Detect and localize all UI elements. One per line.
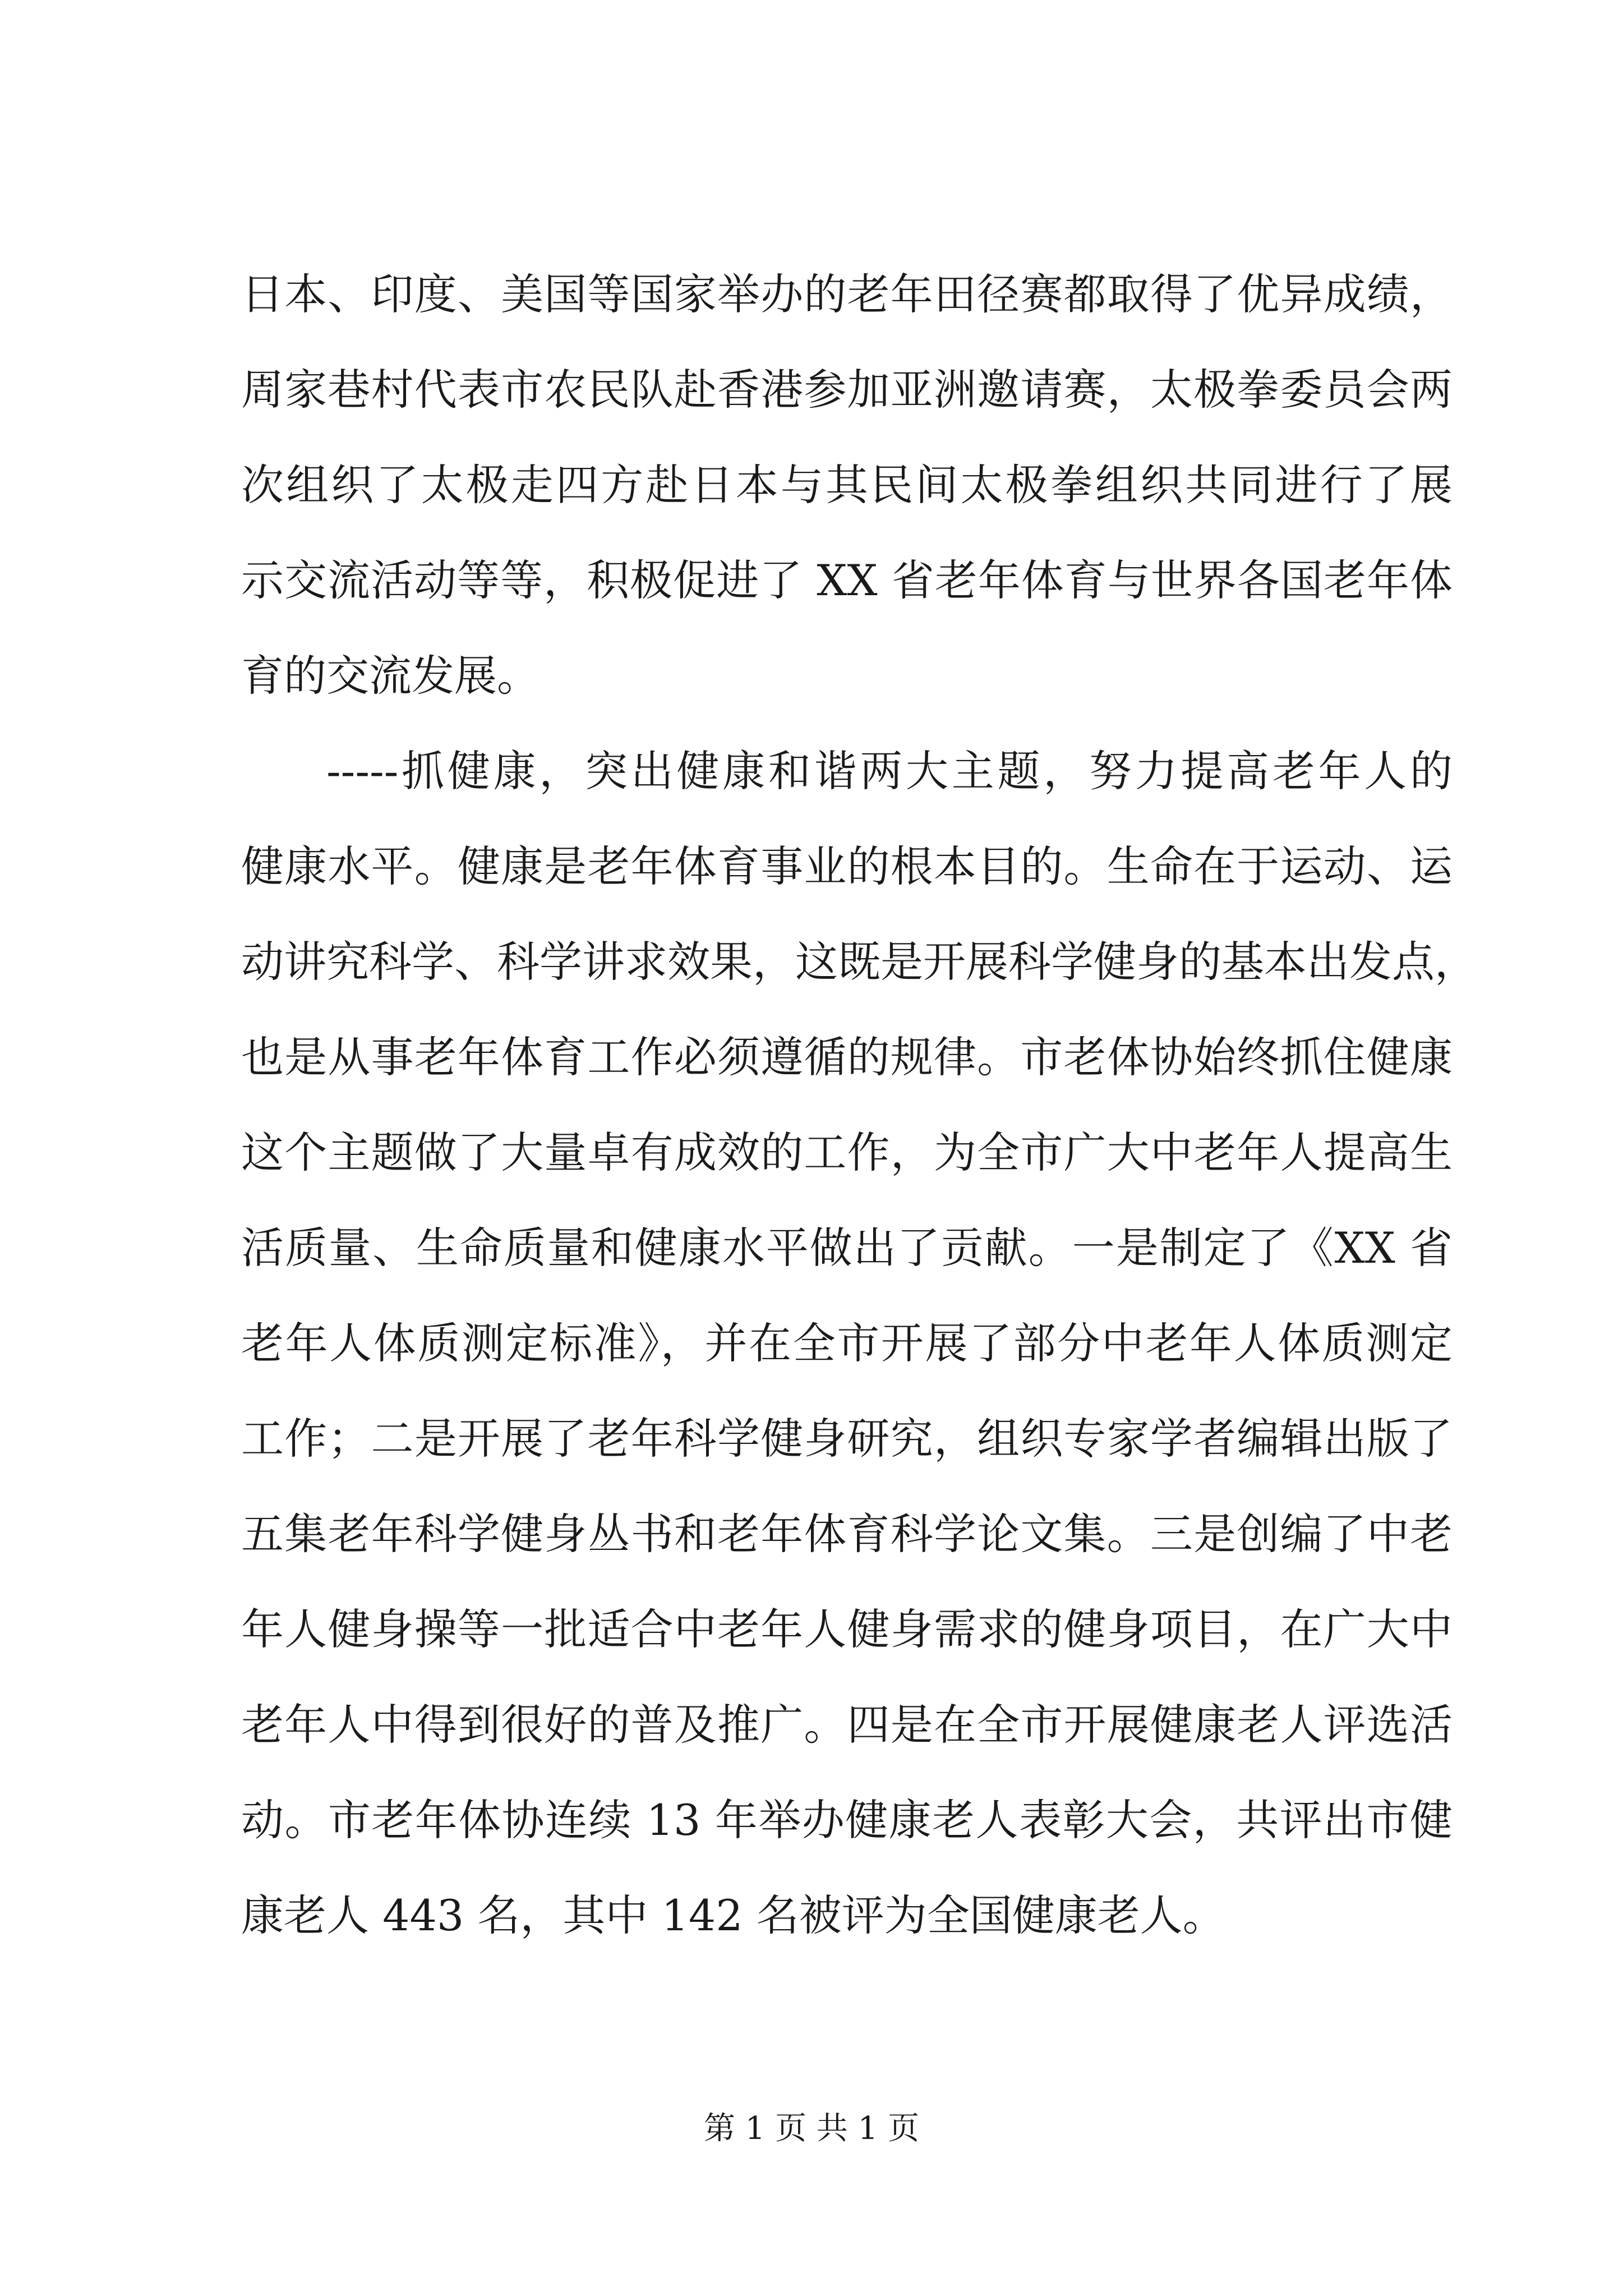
text-line: 康老人 443 名，其中 142 名被评为全国健康老人。 [241, 1890, 1225, 1940]
text-line: 健康水平。健康是老年体育事业的根本目的。生命在于运动、运 [241, 841, 1453, 891]
text-line: 育的交流发展。 [241, 651, 540, 701]
text-line: 动。市老年体协连续 13 年举办健康老人表彰大会，共评出市健 [241, 1795, 1453, 1845]
text-line: 工作；二是开展了老年科学健身研究，组织专家学者编辑出版了 [241, 1414, 1453, 1464]
text-line: 活质量、生命质量和健康水平做出了贡献。一是制定了《XX 省 [241, 1223, 1453, 1273]
text-line: 也是从事老年体育工作必须遵循的规律。市老体协始终抓住健康 [241, 1032, 1453, 1082]
text-line: 周家巷村代表市农民队赴香港参加亚洲邀请赛，太极拳委员会两 [241, 365, 1453, 415]
text-line: 次组织了太极走四方赴日本与其民间太极拳组织共同进行了展 [241, 460, 1453, 510]
paragraph-1 [241, 247, 1453, 724]
page-footer: 第 1 页 共 1 页 [703, 2110, 920, 2147]
text-line: 老年人体质测定标准》，并在全市开展了部分中老年人体质测定 [241, 1318, 1453, 1368]
text-line: 老年人中得到很好的普及推广。四是在全市开展健康老人评选活 [241, 1700, 1453, 1750]
text-line: 年人健身操等一批适合中老年人健身需求的健身项目，在广大中 [241, 1604, 1453, 1654]
text-line: 示交流活动等等，积极促进了 XX 省老年体育与世界各国老年体 [241, 555, 1453, 605]
text-line: -----抓健康，突出健康和谐两大主题，努力提高老年人的 [326, 746, 1453, 796]
text-line: 这个主题做了大量卓有成效的工作，为全市广大中老年人提高生 [241, 1128, 1453, 1177]
text-line: 日本、印度、美国等国家举办的老年田径赛都取得了优异成绩， [241, 269, 1453, 319]
paragraph-2 [241, 724, 1477, 1963]
text-line: 动讲究科学、科学讲求效果，这既是开展科学健身的基本出发点， [241, 937, 1477, 987]
text-line: 五集老年科学健身丛书和老年体育科学论文集。三是创编了中老 [241, 1509, 1453, 1559]
document-body [241, 247, 1477, 1963]
